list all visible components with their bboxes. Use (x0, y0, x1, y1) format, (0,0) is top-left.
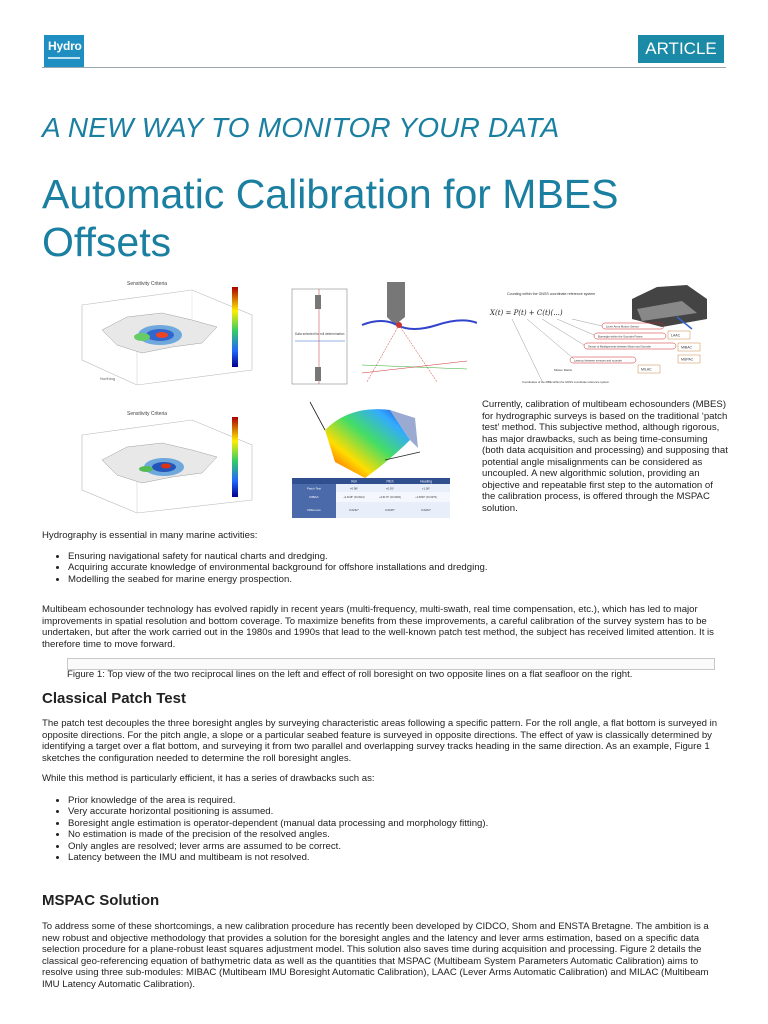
logo-underline (48, 57, 80, 59)
list-item: • No estimation is made of the precision of the resolved angles. (68, 829, 728, 840)
table-header-roll: Roll (351, 479, 357, 484)
chain-label-8: Latency between sensors and sounder (574, 358, 623, 363)
table-cell-2-2: 0.0203° (421, 508, 431, 512)
list-item: • Only angles are resolved; lever arms are assumed to be correct. (68, 841, 728, 852)
list-item: • Ensuring navigational safety for nautical charts and dredging. (68, 551, 728, 562)
patch-label: Data selected for roll determination (295, 332, 345, 336)
logo-text: Hydro (48, 39, 82, 53)
figure1-caption: Figure 1: Top view of the two reciprocal lines on the left and effect of roll boresight on two opposite lines on a flat seafloor on the right. (67, 669, 633, 680)
page-title: Automatic Calibration for MBES Offsets (42, 171, 619, 265)
chain-label-10: Coordinates of the MBE within the GNSS coordinate reference system (522, 380, 610, 384)
table-cell-0-0: +0.98° (349, 486, 359, 491)
table-cell-1-2: +1.0993° (±0.0079) (415, 496, 437, 499)
list-item: • Modelling the seabed for marine energy prospection. (68, 574, 728, 585)
table-header-heading: Heading (420, 479, 432, 484)
mspac-heading: MSPAC Solution (42, 892, 160, 909)
chain-label-7: MILAC (641, 367, 652, 372)
drawbacks-intro: While this method is particularly efficient, it has a series of drawbacks such as: (42, 773, 375, 784)
intro-paragraph: Currently, calibration of multibeam echosounders (MBES) for hydrographic surveys is based on the traditional ‘patch test’ method. This subjective method, although rigorous, has major drawbacks, such as being time-consuming (both data acquisition and processing) and supposing that potential angle misalignments can be considered as uncoupled. A new algorithmic solution, providing an objective and repeatable first step to the automation of the calibration process, is offered through the MSPAC solution. (482, 399, 728, 514)
hydro-logo[interactable] (44, 35, 84, 67)
table-row-label-1: MIBAC (309, 495, 319, 499)
table-cell-0-2: +1.00° (421, 486, 431, 491)
table-row-label-2: Difference (307, 508, 321, 512)
kicker: A NEW WAY TO MONITOR YOUR DATA (42, 112, 560, 143)
header-rule (42, 33, 726, 68)
hydro-bullet-list (56, 551, 728, 585)
chain-label-2: Boresight within the Sounder Frame (598, 334, 643, 339)
svg-text:X(t) = P(t) + C(t)(...): X(t) = P(t) + C(t)(...) (490, 309, 563, 317)
mspac-paragraph: To address some of these shortcomings, a new calibration procedure has recently been developed by CIDCO, Shom and ENSTA Bretagne. The ambition is a new robust and objective methodology that provides a solution for the boresight angles and the latency and lever arms estimation, based on a specific data selection procedure for a plane-robust least squares adjustment model. This solution also saves time during acquisition and processing. Figure 2 details the classical geo-referencing equation of bathymetric data as well as the quantities that MSPAC (Multibeam System Parameters Automatic Calibration) aims to resolve using three sub-modules: MIBAC (Multibeam IMU Boresight Automatic Calibration), LAAC (Lever Arms Automatic Calibration) and MILAC (Multibeam IMU Latency Automatic Calibration). (42, 921, 709, 990)
georeferencing-diagram (482, 279, 726, 391)
table-header-pitch: Pitch (386, 479, 394, 484)
chain-label-3: Sensor of Misalignments between Motion and Sounder (588, 345, 652, 349)
table-row-label-0: Patch Test (307, 486, 321, 491)
table-cell-2-1: 0.0165° (385, 508, 395, 512)
patch-test-diagram (287, 277, 477, 392)
table-cell-2-0: 0.0232° (349, 508, 359, 512)
mbes-paragraph: Multibeam echosounder technology has evolved rapidly in recent years (multi-frequency, multi-swath, real time compensation, etc.), which has led to major improvements in spatial resolution and bottom coverage. To maximize benefits from these improvements, a careful calibration of the survey system has to be undertaken, but after the work carried out in the 1980s and 1990s that lead to the well-known patch test method, the subject has received limited attention. It is therefore time to move forward. (42, 604, 714, 650)
table-cell-0-1: +0.91° (385, 486, 395, 491)
comparison-table (292, 478, 450, 518)
chain-label-4: LAAC (671, 333, 681, 338)
article-tag: ARTICLE (638, 35, 724, 63)
list-item: • Very accurate horizontal positioning is assumed. (68, 806, 728, 817)
sensitivity-plot-top (42, 275, 282, 390)
list-item: • Prior knowledge of the area is required. (68, 795, 728, 806)
sensitivity-plot-bottom (42, 405, 282, 517)
table-cell-1-1: +0.9174° (±0.0093) (379, 496, 401, 499)
chain-label-5: MIBAC (681, 345, 693, 350)
table-cell-1-0: +1.0118° (±0.0021) (343, 496, 365, 499)
list-item: • Acquiring accurate knowledge of environmental background for offshore installations and dredging. (68, 562, 728, 573)
hydro-intro: Hydrography is essential in many marine activities: (42, 530, 258, 541)
classical-heading: Classical Patch Test (42, 690, 186, 707)
list-item: • Latency between the IMU and multibeam is not resolved. (68, 852, 728, 863)
list-item: • Boresight angle estimation is operator-dependent (manual data processing and morphology fitting). (68, 818, 728, 829)
chain-label-9: Motion Matrix (554, 368, 573, 372)
sensitivity-title-bottom: Sensitivity Criteria (126, 411, 168, 417)
drawbacks-list (56, 795, 728, 863)
chain-label-6: MSPAC (681, 357, 694, 362)
svg-text:Northing: Northing (100, 376, 116, 381)
classical-paragraph: The patch test decouples the three boresight angles by surveying characteristic areas following a specific pattern. For the roll angle, a flat bottom is surveyed in opposite directions. For the pitch angle, a slope or a particular seabed feature is surveyed in opposite directions. The effect of yaw is classically determined by identifying a target over a flat bottom, and surveying it from two parallel and overlapping survey tracks heading in the same direction. As an example, Figure 1 sketches the configuration needed to determine the roll boresight angles. (42, 718, 718, 764)
sensitivity-title-top: Sensitivity Criteria (126, 281, 168, 287)
chain-label-1: Lever Arms Motion Sensor (606, 324, 639, 329)
chain-label-0: Counting within the GNSS coordinate reference system (507, 292, 596, 296)
